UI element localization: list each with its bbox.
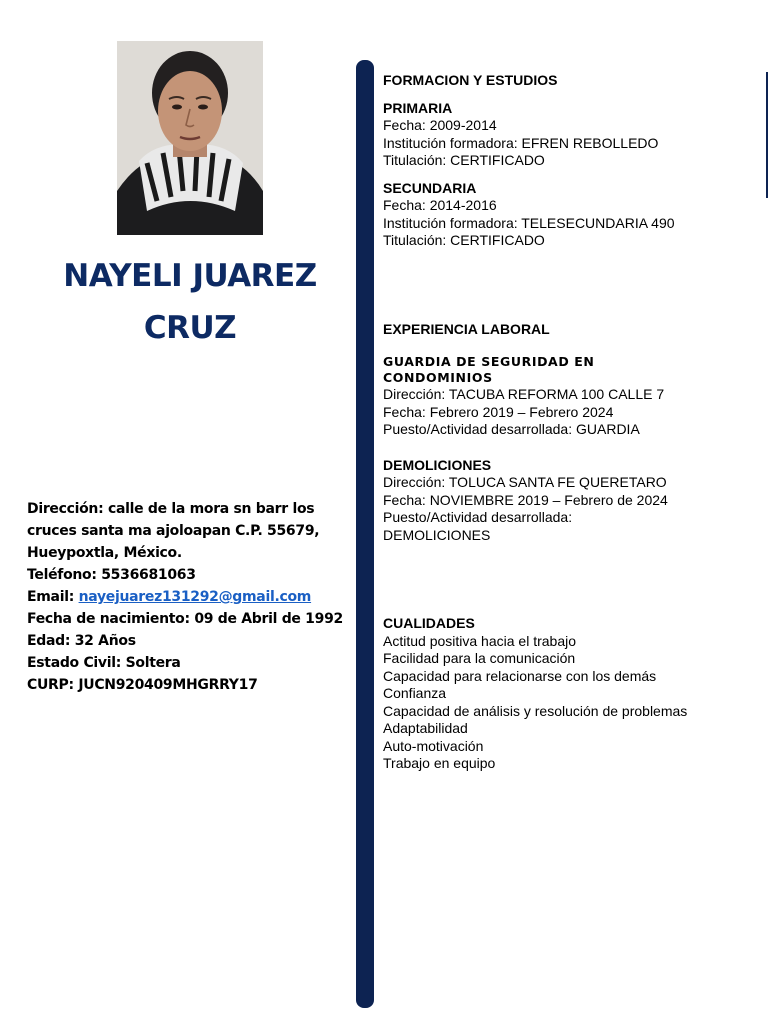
education-date: Fecha: 2009-2014 <box>383 117 497 133</box>
quality-item: Trabajo en equipo <box>383 755 496 771</box>
email-link[interactable]: nayejuarez131292@gmail.com <box>78 589 312 605</box>
person-name <box>30 250 350 354</box>
right-column <box>383 72 753 773</box>
experience-title: EXPERIENCIA LABORAL <box>383 320 550 337</box>
education-level: PRIMARIA <box>383 99 453 116</box>
quality-item: Facilidad para la comunicación <box>383 650 576 666</box>
job-title-line-2: CONDOMINIOS <box>383 370 493 385</box>
job-item <box>383 457 753 545</box>
contact-info <box>27 498 347 696</box>
qualities-title: CUALIDADES <box>383 615 475 631</box>
job-title-line-1: GUARDIA DE SEGURIDAD EN <box>383 354 595 369</box>
name-line-2: CRUZ <box>143 310 237 346</box>
job-role: Puesto/Actividad desarrollada: GUARDIA <box>383 421 640 437</box>
job-title: DEMOLICIONES <box>383 456 492 473</box>
civil-status: Estado Civil: Soltera <box>27 655 181 671</box>
education-item <box>383 180 753 250</box>
job-title <box>383 354 753 386</box>
quality-item: Auto-motivación <box>383 737 484 754</box>
address: Dirección: calle de la mora sn barr los cruces santa ma ajoloapan C.P. 55679, Hueypoxtla, México. <box>27 501 320 561</box>
job-role-line-2: DEMOLICIONES <box>383 526 491 543</box>
phone: Teléfono: 5536681063 <box>27 567 196 583</box>
age: Edad: 32 Años <box>27 633 136 649</box>
education-item <box>383 100 753 170</box>
job-role-line-1: Puesto/Actividad desarrollada: <box>383 509 573 525</box>
quality-item: Adaptabilidad <box>383 720 468 736</box>
job-address: Dirección: TACUBA REFORMA 100 CALLE 7 <box>383 386 665 402</box>
job-address: Dirección: TOLUCA SANTA FE QUERETARO <box>383 474 667 490</box>
education-title: FORMACION Y ESTUDIOS <box>383 72 558 88</box>
education-institution: Institución formadora: EFREN REBOLLEDO <box>383 134 659 151</box>
quality-item: Capacidad para relacionarse con los demás <box>383 667 657 684</box>
quality-item: Actitud positiva hacia el trabajo <box>383 632 576 649</box>
quality-item: Confianza <box>383 685 447 701</box>
vertical-divider <box>356 60 374 1008</box>
job-date: Fecha: NOVIEMBRE 2019 – Febrero de 2024 <box>383 491 668 508</box>
education-date: Fecha: 2014-2016 <box>383 197 497 213</box>
job-item <box>383 354 753 439</box>
profile-photo <box>117 41 263 235</box>
education-degree: Titulación: CERTIFICADO <box>383 232 545 248</box>
education-level: SECUNDARIA <box>383 179 477 196</box>
birth-date: Fecha de nacimiento: 09 de Abril de 1992 <box>27 611 343 627</box>
qualities-list <box>383 633 753 773</box>
name-line-1: NAYELI JUAREZ <box>63 258 317 294</box>
curp: CURP: JUCN920409MHGRRY17 <box>27 677 258 693</box>
job-date: Fecha: Febrero 2019 – Febrero 2024 <box>383 403 614 420</box>
email-row <box>27 586 347 608</box>
education-degree: Titulación: CERTIFICADO <box>383 152 545 168</box>
quality-item: Capacidad de análisis y resolución de problemas <box>383 702 688 719</box>
email-label: Email: <box>27 589 79 605</box>
education-institution: Institución formadora: TELESECUNDARIA 490 <box>383 214 675 231</box>
